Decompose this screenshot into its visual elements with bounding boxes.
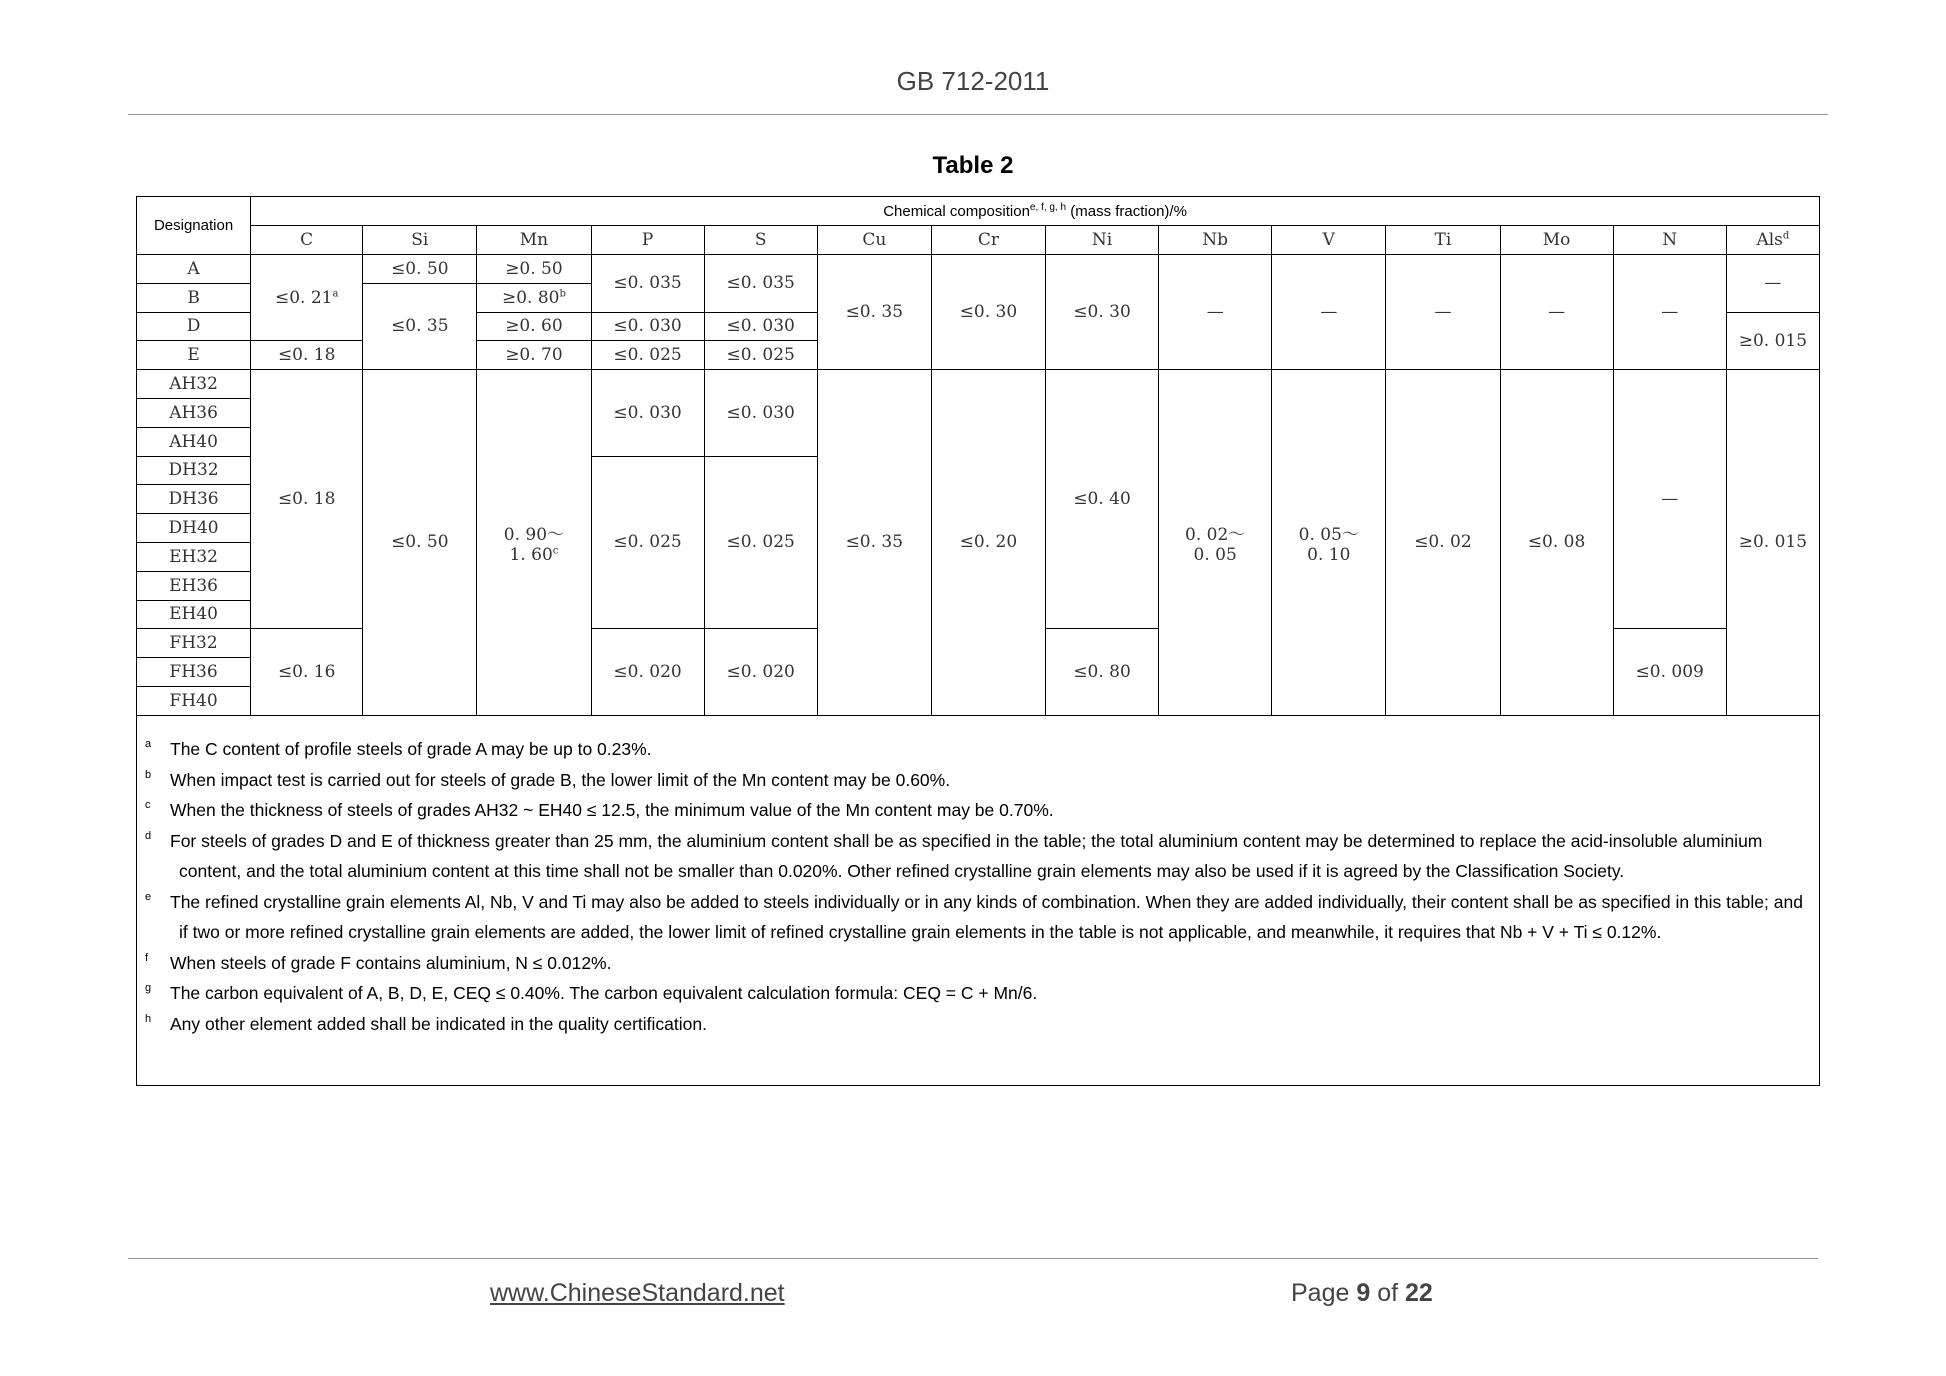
- chemical-composition-table: [136, 196, 1820, 716]
- grade-cell: EH32: [137, 542, 251, 571]
- grade-cell: FH36: [137, 658, 251, 687]
- table-cell: ≤0. 35: [817, 255, 931, 370]
- table-cell: ≥0. 60: [477, 312, 591, 341]
- footnote-mark: f: [145, 951, 149, 964]
- footnote-mark: b: [145, 768, 152, 781]
- chemical-composition-header: Chemical composition$^{e, f, g, h}$ (mass fraction)/%: [251, 197, 1820, 226]
- table-cell: ≤0. 030: [591, 370, 704, 456]
- footnote: e The refined crystalline grain elements Al, Nb, V and Ti may also be added to steels individually or in any kinds of combination. When they are added individually, their content shall be as specified in this table; and if two or more refined crystalline grain elements are added, the lower limit of refined crystalline grain elements in the table is not applicable, and meanwhile, it requires that Nb + V + Ti ≤ 0.12%.: [145, 887, 1813, 948]
- header-rule: [128, 114, 1828, 115]
- table-cell: ≤0. 30: [931, 255, 1045, 370]
- table-cell: ≤0. 08: [1500, 370, 1613, 716]
- table-cell: ≤0. 18: [251, 341, 363, 370]
- column-header-cu: Cu: [817, 226, 931, 255]
- grade-cell: FH32: [137, 629, 251, 658]
- table-cell: ≤0. 030: [704, 312, 817, 341]
- table-cell: ≤0. 025: [704, 341, 817, 370]
- footnote: d For steels of grades D and E of thickness greater than 25 mm, the aluminium content shall be as specified in the table; the total aluminium content may be determined to replace the acid-insoluble aluminium content, and the total aluminium content at this time shall not be smaller than 0.020%. Other refined crystalline grain elements may also be used if it is agreed by the Classification Society.: [145, 826, 1813, 887]
- footnote-mark: c: [145, 799, 151, 811]
- table-cell: ≤0. 030: [704, 370, 817, 456]
- table-cell: ≤0. 035: [704, 255, 817, 313]
- grade-cell: B: [137, 283, 251, 312]
- table-cell: ≥0. 70: [477, 341, 591, 370]
- grade-cell: DH36: [137, 485, 251, 514]
- grade-cell: AH32: [137, 370, 251, 399]
- column-header-p: P: [591, 226, 704, 255]
- footnote-mark: d: [145, 829, 152, 842]
- table-cell: —: [1272, 255, 1386, 370]
- table-cell: ≥0. 50: [477, 255, 591, 284]
- table-title: Table 2: [932, 152, 1014, 179]
- table-cell: ≤0. 20: [931, 370, 1045, 716]
- table-cell: ≤0. 80: [1046, 629, 1159, 715]
- column-header-ni: Ni: [1046, 226, 1159, 255]
- table-cell: ≤0. 50: [363, 370, 477, 716]
- table-cell: ≤0. 02: [1386, 370, 1500, 716]
- column-header-ti: Ti: [1386, 226, 1500, 255]
- column-header-v: V: [1272, 226, 1386, 255]
- table-cell: ≤0. 16: [251, 629, 363, 715]
- grade-cell: DH32: [137, 456, 251, 485]
- document-id-header: GB 712-2011: [896, 66, 1050, 96]
- table-cell: ≤0. 21$^a$: [251, 255, 363, 341]
- footnote-mark: g: [145, 982, 152, 994]
- table-cell: ≥0. 80$^b$: [477, 283, 591, 312]
- table-cell: —: [1386, 255, 1500, 370]
- footer-rule: [128, 1258, 1818, 1259]
- table-cell: ≤0. 18: [251, 370, 363, 629]
- column-header-s: S: [704, 226, 817, 255]
- column-header-si: Si: [363, 226, 477, 255]
- table-cell: ≤0. 50: [363, 255, 477, 284]
- table-cell: ≤0. 35: [363, 283, 477, 369]
- column-header-c: C: [251, 226, 363, 255]
- grade-cell: E: [137, 341, 251, 370]
- website-link[interactable]: www.ChineseStandard.net: [490, 1279, 785, 1307]
- footnote: g The carbon equivalent of A, B, D, E, CEQ ≤ 0.40%. The carbon equivalent calculation formula: CEQ = C + Mn/6.: [145, 978, 1813, 1009]
- grade-cell: D: [137, 312, 251, 341]
- footnote-mark: a: [145, 738, 152, 750]
- table-cell: ≤0. 30: [1046, 255, 1159, 370]
- footnote: f When steels of grade F contains aluminium, N ≤ 0.012%.: [145, 948, 1813, 979]
- column-header-nb: Nb: [1159, 226, 1272, 255]
- table-cell: —: [1500, 255, 1613, 370]
- grade-cell: A: [137, 255, 251, 284]
- footnote: h Any other element added shall be indicated in the quality certification.: [145, 1009, 1813, 1040]
- grade-cell: EH40: [137, 600, 251, 629]
- table-cell: —: [1159, 255, 1272, 370]
- page-indicator: Page 9 of 22: [1291, 1279, 1433, 1307]
- table-cell: 0. 02～ 0. 05: [1159, 370, 1272, 716]
- table-cell: 0. 05～ 0. 10: [1272, 370, 1386, 716]
- grade-cell: AH40: [137, 427, 251, 456]
- table-cell: ≥0. 015: [1726, 370, 1819, 716]
- table-cell: ≤0. 009: [1613, 629, 1726, 715]
- table-cell: —: [1726, 255, 1819, 313]
- table-cell: —: [1613, 370, 1726, 629]
- table-cell: ≤0. 35: [817, 370, 931, 716]
- grade-cell: EH36: [137, 571, 251, 600]
- table-cell: ≤0. 020: [591, 629, 704, 715]
- table-cell: ≥0. 015: [1726, 312, 1819, 370]
- footnote-mark: h: [145, 1012, 152, 1025]
- table-cell: ≤0. 40: [1046, 370, 1159, 629]
- table-cell: ≤0. 025: [591, 456, 704, 629]
- designation-header: Designation: [137, 197, 251, 255]
- table-cell: ≤0. 035: [591, 255, 704, 313]
- table-cell: ≤0. 025: [591, 341, 704, 370]
- footnote: a The C content of profile steels of grade A may be up to 0.23%.: [145, 734, 1813, 765]
- column-header-mo: Mo: [1500, 226, 1613, 255]
- column-header-mn: Mn: [477, 226, 591, 255]
- table-cell: ≤0. 025: [704, 456, 817, 629]
- table-cell: 0. 90～ 1. 60$^c$: [477, 370, 591, 716]
- table-cell: ≤0. 030: [591, 312, 704, 341]
- table-cell: ≤0. 020: [704, 629, 817, 715]
- footnote: c When the thickness of steels of grades AH32 ~ EH40 ≤ 12.5, the minimum value of the Mn content may be 0.70%.: [145, 795, 1813, 826]
- grade-cell: FH40: [137, 686, 251, 715]
- column-header-als: Als$^d$: [1726, 226, 1819, 255]
- column-header-cr: Cr: [931, 226, 1045, 255]
- table-cell: —: [1613, 255, 1726, 370]
- footnote: b When impact test is carried out for steels of grade B, the lower limit of the Mn content may be 0.60%.: [145, 765, 1813, 796]
- column-header-n: N: [1613, 226, 1726, 255]
- footnote-mark: e: [145, 890, 152, 903]
- footnotes: [145, 734, 1813, 1039]
- grade-cell: DH40: [137, 514, 251, 543]
- grade-cell: AH36: [137, 398, 251, 427]
